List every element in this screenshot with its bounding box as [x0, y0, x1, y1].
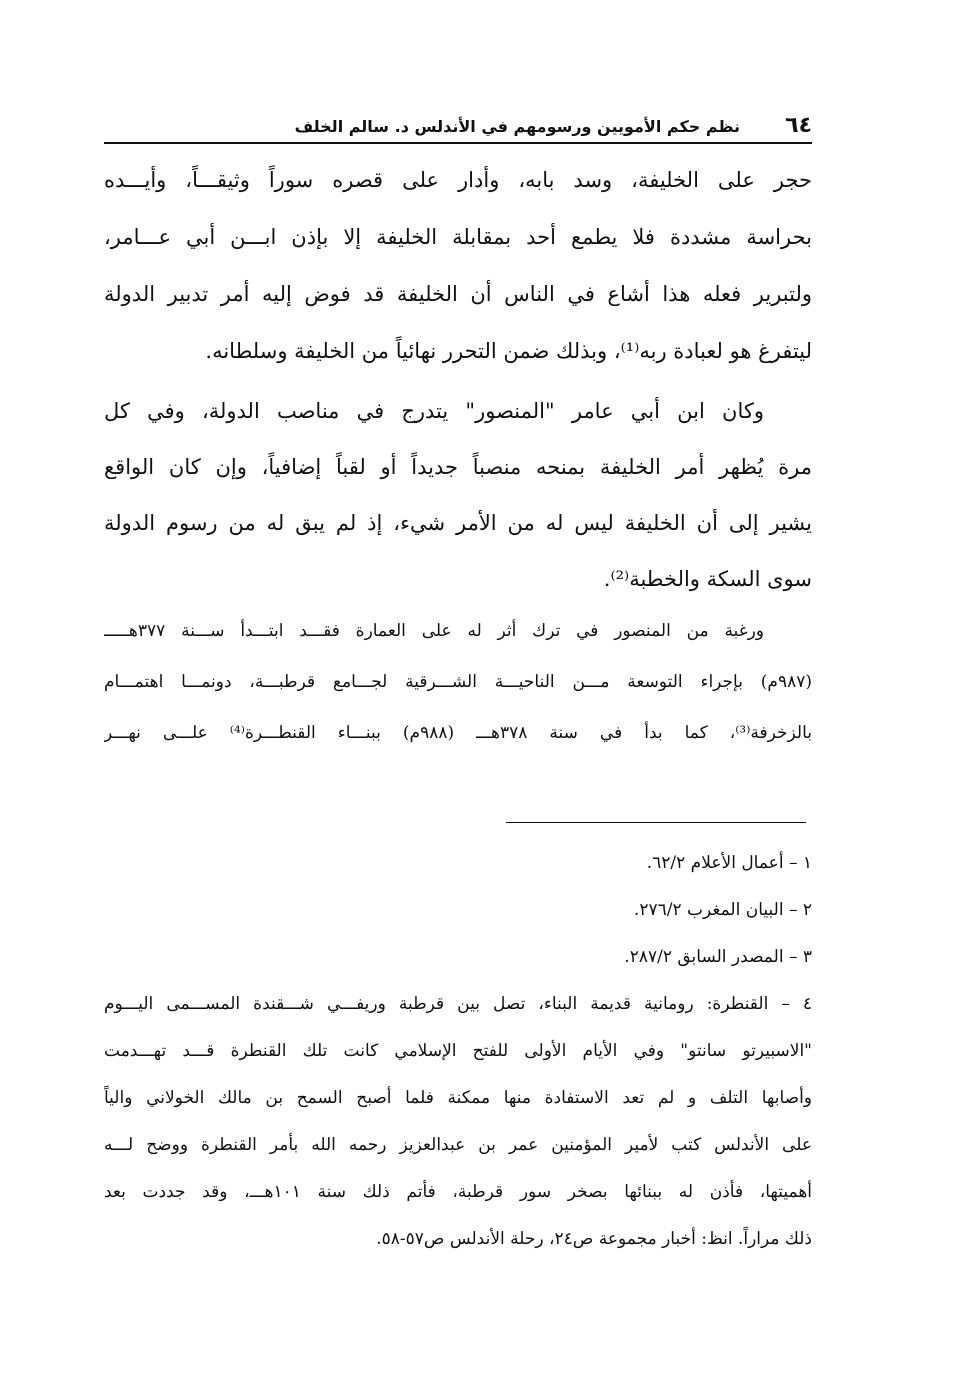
paragraph-3 — [104, 606, 812, 759]
text-line: بالزخرفة⁽³⁾، كما بدأ في سنة ٣٧٨هـــ (٩٨٨م) ببنـــاء القنطـــرة⁽⁴⁾ علـــى نهـــر — [104, 723, 812, 743]
footnote-4-line: ذلك مراراً. انظ: أخبار مجموعة ص٢٤، رحلة الأندلس ص٥٧-٥٨. — [376, 1229, 812, 1249]
footnote-4-line: أهميتها، فأذن له ببنائها بصخر سور قرطبة، فأتم ذلك سنة ١٠١هـــ، وقد جددت بعد — [104, 1182, 812, 1202]
text-line: ليتفرغ هو لعبادة ربه⁽¹⁾، وبذلك ضمن التحرر نهائياً من الخليفة وسلطانه. — [205, 339, 812, 363]
footnote-2: ٢ – البيان المغرب ٢٧٦/٢. — [633, 900, 812, 920]
text-line: مرة يُظهر أمر الخليفة بمنحه منصباً جديداً أو لقباً إضافياً، وإن كان الواقع — [104, 455, 812, 479]
text-line: حجر على الخليفة، وسد بابه، وأدار على قصره سوراً وثيقـــاً، وأيـــده — [104, 168, 812, 192]
page-header — [104, 112, 812, 144]
footnote-1: ١ – أعمال الأعلام ٦٢/٢. — [646, 853, 812, 873]
text-line: وكان ابن أبي عامر "المنصور" يتدرج في مناصب الدولة، وفي كل — [104, 399, 764, 423]
footnote-4-line: وأصابها التلف و لم تعد الاستفادة منها ممكنة فلما أصبح السمح بن مالك الخولاني والياً — [104, 1088, 812, 1108]
footnote-3: ٣ – المصدر السابق ٢٨٧/٢. — [624, 947, 812, 967]
text-line: بحراسة مشددة فلا يطمع أحد بمقابلة الخليفة إلا بإذن ابـــن أبي عـــامر، — [104, 225, 812, 249]
footnote-4-line: على الأندلس كتب لأمير المؤمنين عمر بن عبدالعزيز رحمه الله بأمر القنطرة ووضح لـــه — [104, 1135, 812, 1155]
paragraph-1 — [104, 152, 812, 380]
running-title: نظم حكم الأمويين ورسومهم في الأندلس د. سالم الخلف — [294, 117, 740, 136]
footnote-4-line: "الاسبيرتو سانتو" وفي الأيام الأولى للفتح الإسلامي كانت تلك القنطرة قـــد تهـــدمت — [104, 1041, 812, 1061]
text-line: ورغبة من المنصور في ترك أثر له على العمارة فقـــد ابتـــدأ ســـنة ٣٧٧هـــــ — [104, 621, 764, 641]
text-line: سوى السكة والخطبة⁽²⁾. — [603, 567, 812, 591]
text-line: (٩٨٧م) بإجراء التوسعة مـــن الناحيـــة الشـــرقية لجـــامع قرطبـــة، دونمـــا اهتمـــام — [104, 672, 812, 692]
text-line: يشير إلى أن الخليفة ليس له من الأمر شيء، إذ لم يبق له من رسوم الدولة — [104, 511, 812, 535]
paragraph-2 — [104, 383, 812, 607]
footnote-4-line: ٤ – القنطرة: رومانية قديمة البناء، تصل بين قرطبة وريفـــي شـــقندة المســـمى اليـــوم — [104, 994, 812, 1014]
page-number: ٦٤ — [785, 113, 812, 138]
text-line: ولتبرير فعله هذا أشاع في الناس أن الخليفة قد فوض إليه أمر تدبير الدولة — [104, 282, 812, 306]
footnotes — [104, 840, 812, 1263]
footnote-separator — [506, 822, 806, 823]
